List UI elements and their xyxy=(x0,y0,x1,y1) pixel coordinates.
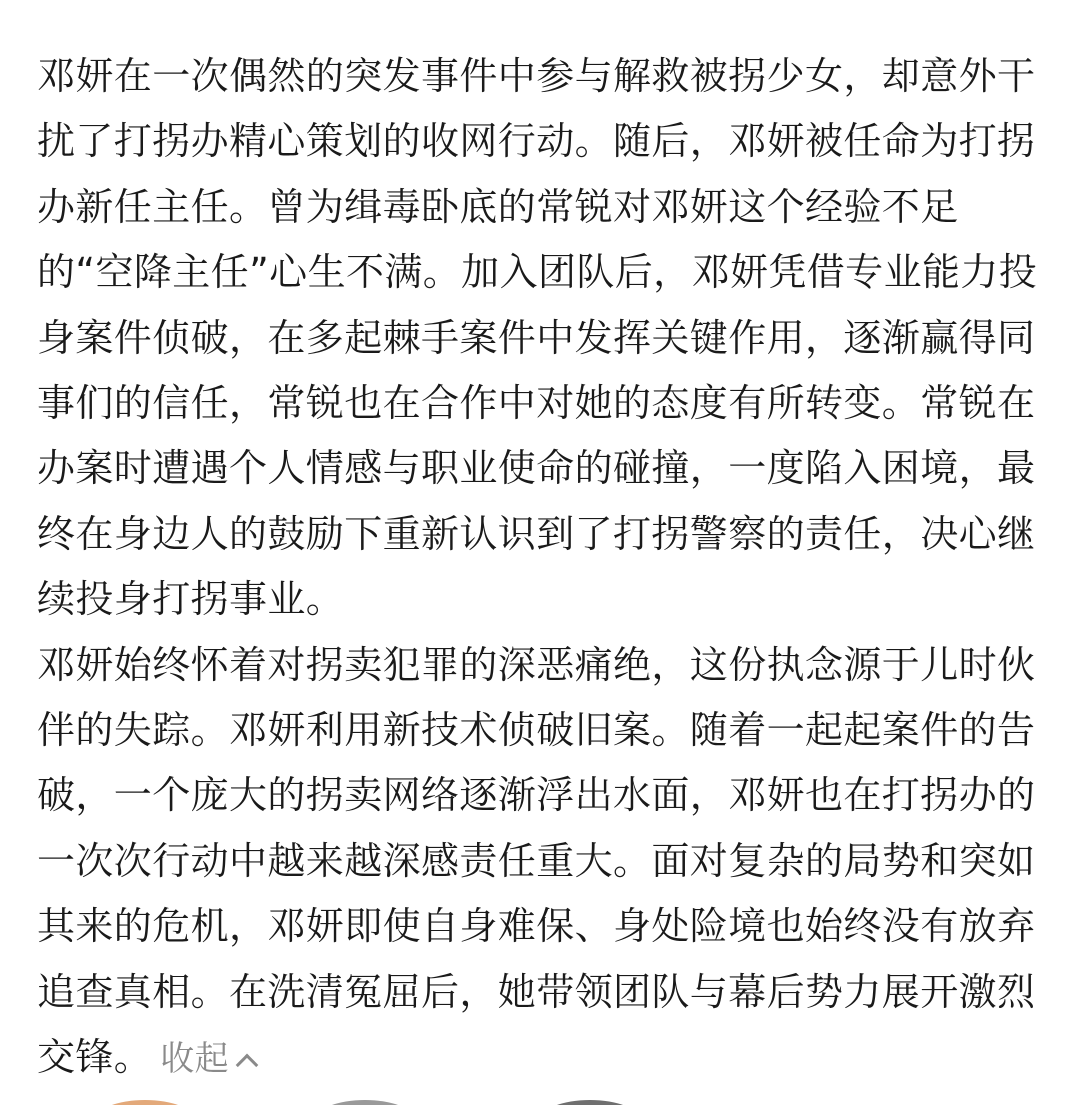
thumbnail-image[interactable] xyxy=(315,1100,415,1105)
paragraph-1: 邓妍在一次偶然的突发事件中参与解救被拐少女，却意外干扰了打拐办精心策划的收网行动。随后，邓妍被任命为打拐办新任主任。曾为缉毒卧底的常锐对邓妍这个经验不足的“空降主任”心生不满。加入团队后，邓妍凭借专业能力投身案件侦破，在多起棘手案件中发挥关键作用，逐渐赢得同事们的信任，常锐也在合作中对她的态度有所转变。常锐在办案时遭遇个人情感与职业使命的碰撞，一度陷入困境，最终在身边人的鼓励下重新认识到了打拐警察的责任，决心继续投身打拐事业。 xyxy=(37,54,1038,622)
collapse-button[interactable] xyxy=(160,1035,255,1079)
paragraph-2-text: 邓妍始终怀着对拐卖犯罪的深恶痛绝，这份执念源于儿时伙伴的失踪。邓妍利用新技术侦破旧案。随着一起起案件的告破，一个庞大的拐卖网络逐渐浮出水面，邓妍也在打拐办的一次次行动中越来越深感责任重大。面对复杂的局势和突如其来的危机，邓妍即使自身难保、身处险境也始终没有放弃追查真相。在洗清冤屈后，她带领团队与幕后势力展开激烈交锋。 xyxy=(37,642,1036,1080)
article-body xyxy=(37,44,1047,1093)
collapse-label: 收起 xyxy=(160,1039,230,1080)
chevron-up-icon xyxy=(236,1054,259,1077)
thumbnail-image[interactable] xyxy=(540,1100,640,1105)
thumbnail-image[interactable] xyxy=(95,1100,195,1105)
paragraph-2 xyxy=(37,633,1047,1093)
bottom-thumbnail-strip xyxy=(0,1096,1080,1105)
